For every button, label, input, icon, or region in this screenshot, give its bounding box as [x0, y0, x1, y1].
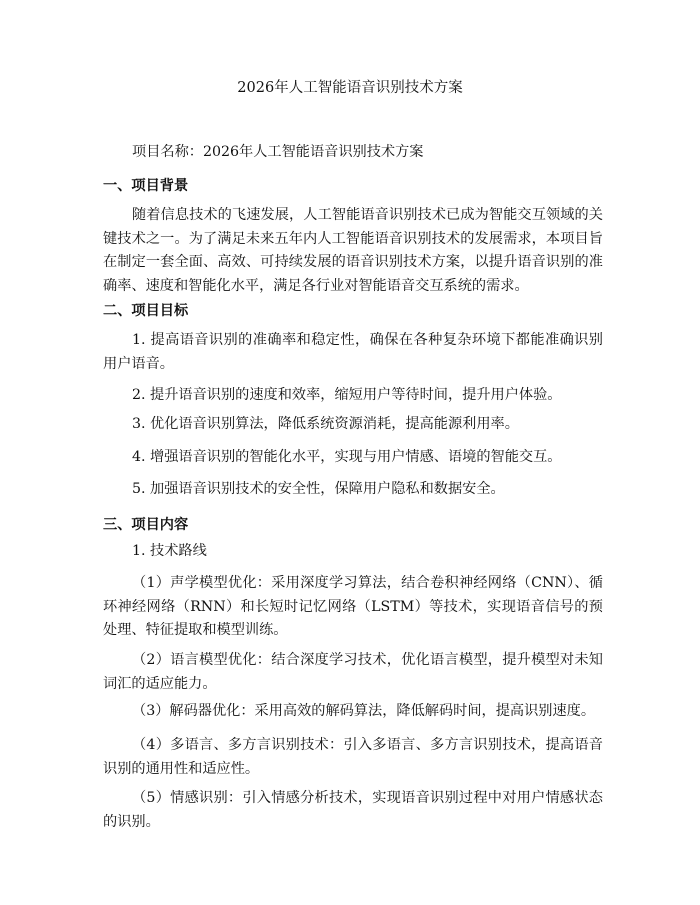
section-heading-background: 一、项目背景 — [103, 178, 189, 194]
project-name-line: 项目名称：2026年人工智能语音识别技术方案 — [132, 144, 424, 160]
goal-item-5: 5. 加强语音识别技术的安全性，保障用户隐私和数据安全。 — [132, 481, 505, 497]
goal-item-1: 1. 提高语音识别的准确率和稳定性，确保在各种复杂环境下都能准确识别用户语音。 — [103, 332, 603, 372]
content-item-2: （2）语言模型优化：结合深度学习技术，优化语言模型，提升模型对未知词汇的适应能力。 — [103, 652, 603, 692]
content-item-5: （5）情感识别：引入情感分析技术，实现语音识别过程中对用户情感状态的识别。 — [103, 790, 603, 830]
content-subheading-tech-route: 1. 技术路线 — [132, 543, 207, 559]
section-heading-content: 三、项目内容 — [103, 517, 189, 533]
content-item-1: （1）声学模型优化：采用深度学习算法，结合卷积神经网络（CNN）、循环神经网络（RNN）和长短时记忆网络（LSTM）等技术，实现语音信号的预处理、特征提取和模型训练。 — [103, 575, 603, 638]
goal-item-3: 3. 优化语音识别算法，降低系统资源消耗，提高能源利用率。 — [132, 416, 519, 432]
content-item-3: （3）解码器优化：采用高效的解码算法，降低解码时间，提高识别速度。 — [132, 703, 596, 719]
section-heading-goals: 二、项目目标 — [103, 303, 189, 319]
goal-item-4: 4. 增强语音识别的智能化水平，实现与用户情感、语境的智能交互。 — [132, 449, 562, 465]
goal-item-2: 2. 提升语音识别的速度和效率，缩短用户等待时间，提升用户体验。 — [132, 387, 562, 403]
background-paragraph: 随着信息技术的飞速发展，人工智能语音识别技术已成为智能交互领域的关键技术之一。为了满足未来五年内人工智能语音识别技术的发展需求，本项目旨在制定一套全面、高效、可持续发展的语音识别技术方案，以提升语音识别的准确率、速度和智能化水平，满足各行业对智能语音交互系统的需求。 — [103, 207, 603, 294]
content-item-4: （4）多语言、多方言识别技术：引入多语言、多方言识别技术，提高语音识别的通用性和适应性。 — [103, 737, 603, 777]
document-title: 2026年人工智能语音识别技术方案 — [237, 80, 463, 96]
